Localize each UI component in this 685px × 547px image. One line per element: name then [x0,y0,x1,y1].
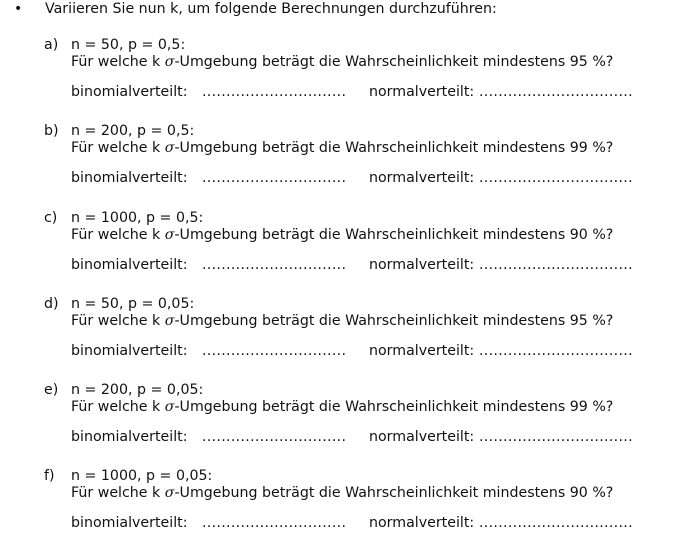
question-suffix: -Umgebung beträgt die Wahrscheinlichkeit mindestens 90 %? [174,485,614,501]
bullet-icon: • [14,1,23,17]
task-letter: b) [44,123,59,139]
task-letter: d) [44,296,59,312]
normal-answer-blank[interactable]: ................................ [479,170,633,186]
binomial-answer-blank[interactable]: .............................. [202,257,347,273]
sigma-symbol: σ [164,313,175,329]
question-suffix: -Umgebung beträgt die Wahrscheinlichkeit mindestens 90 %? [174,227,614,243]
binomial-label: binomialverteilt: [71,170,188,186]
question-prefix: Für welche k [71,140,165,156]
task-letter: e) [44,382,59,398]
binomial-label: binomialverteilt: [71,84,188,100]
task-letter: c) [44,210,58,226]
sigma-symbol: σ [164,399,175,415]
question-suffix: -Umgebung beträgt die Wahrscheinlichkeit mindestens 95 %? [174,313,614,329]
sigma-symbol: σ [164,140,175,156]
binomial-label: binomialverteilt: [71,429,188,445]
intro-text: Variieren Sie nun k, um folgende Berechnungen durchzuführen: [45,1,497,17]
binomial-answer-blank[interactable]: .............................. [202,84,347,100]
task-question [71,484,613,502]
task-d [0,295,685,375]
question-prefix: Für welche k [71,54,165,70]
binomial-label: binomialverteilt: [71,515,188,531]
sigma-symbol: σ [164,485,175,501]
question-prefix: Für welche k [71,485,165,501]
task-f [0,467,685,547]
normal-label: normalverteilt: [369,429,475,445]
task-params: n = 50, p = 0,5: [71,37,186,53]
task-question [71,312,613,330]
sigma-symbol: σ [164,227,175,243]
normal-label: normalverteilt: [369,170,475,186]
binomial-answer-blank[interactable]: .............................. [202,343,347,359]
question-prefix: Für welche k [71,313,165,329]
question-prefix: Für welche k [71,227,165,243]
binomial-label: binomialverteilt: [71,343,188,359]
task-letter: f) [44,468,55,484]
task-e [0,381,685,461]
task-a [0,36,685,116]
question-suffix: -Umgebung beträgt die Wahrscheinlichkeit mindestens 95 %? [174,54,614,70]
task-question [71,398,613,416]
task-params: n = 200, p = 0,05: [71,382,204,398]
binomial-answer-blank[interactable]: .............................. [202,170,347,186]
task-params: n = 1000, p = 0,05: [71,468,213,484]
task-params: n = 1000, p = 0,5: [71,210,204,226]
binomial-answer-blank[interactable]: .............................. [202,429,347,445]
normal-label: normalverteilt: [369,84,475,100]
task-b [0,122,685,202]
task-params: n = 200, p = 0,5: [71,123,195,139]
binomial-label: binomialverteilt: [71,257,188,273]
task-question [71,226,613,244]
question-prefix: Für welche k [71,399,165,415]
sigma-symbol: σ [164,54,175,70]
question-suffix: -Umgebung beträgt die Wahrscheinlichkeit mindestens 99 %? [174,399,614,415]
task-question [71,139,613,157]
binomial-answer-blank[interactable]: .............................. [202,515,347,531]
normal-answer-blank[interactable]: ................................ [479,343,633,359]
normal-label: normalverteilt: [369,343,475,359]
normal-label: normalverteilt: [369,515,475,531]
normal-answer-blank[interactable]: ................................ [479,515,633,531]
task-letter: a) [44,37,59,53]
normal-answer-blank[interactable]: ................................ [479,429,633,445]
task-params: n = 50, p = 0,05: [71,296,195,312]
question-suffix: -Umgebung beträgt die Wahrscheinlichkeit mindestens 99 %? [174,140,614,156]
normal-label: normalverteilt: [369,257,475,273]
task-question [71,53,613,71]
task-c [0,209,685,289]
normal-answer-blank[interactable]: ................................ [479,257,633,273]
normal-answer-blank[interactable]: ................................ [479,84,633,100]
